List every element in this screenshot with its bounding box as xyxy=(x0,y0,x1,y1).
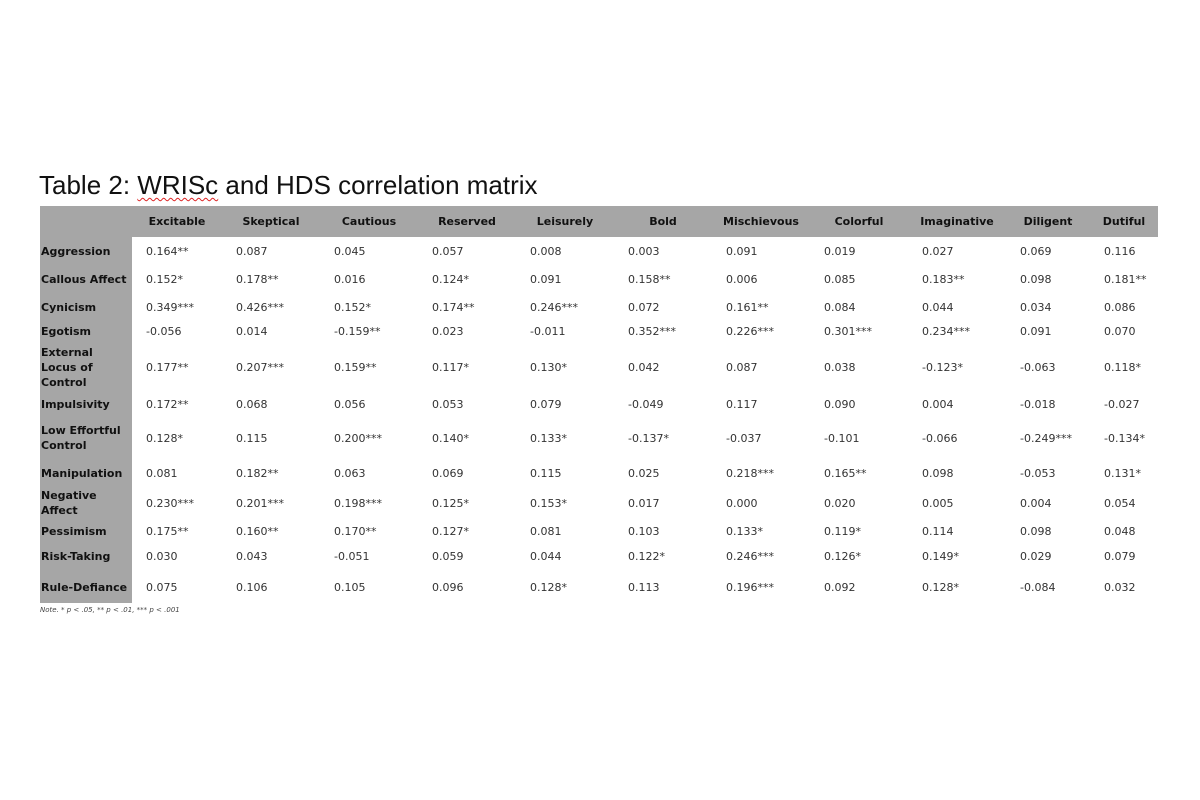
correlation-cell: 0.008 xyxy=(516,237,614,265)
correlation-cell: 0.079 xyxy=(1090,541,1158,571)
row-label: Callous Affect xyxy=(40,265,132,293)
correlation-cell: 0.091 xyxy=(516,265,614,293)
correlation-cell: 0.122* xyxy=(614,541,712,571)
correlation-cell: -0.037 xyxy=(712,415,810,461)
row-label: Impulsivity xyxy=(40,393,132,415)
correlation-cell: 0.086 xyxy=(1090,293,1158,321)
correlation-cell: 0.230*** xyxy=(132,485,222,521)
correlation-cell: 0.218*** xyxy=(712,461,810,485)
table-row xyxy=(40,265,1158,293)
correlation-cell: 0.004 xyxy=(1006,485,1090,521)
correlation-cell: 0.130* xyxy=(516,341,614,393)
table-row xyxy=(40,541,1158,571)
correlation-cell: 0.000 xyxy=(712,485,810,521)
correlation-cell: 0.087 xyxy=(222,237,320,265)
row-label: Low Effortful Control xyxy=(40,415,132,461)
row-label: Pessimism xyxy=(40,521,132,541)
correlation-cell: -0.137* xyxy=(614,415,712,461)
correlation-cell: 0.025 xyxy=(614,461,712,485)
correlation-cell: 0.113 xyxy=(614,571,712,603)
correlation-cell: 0.092 xyxy=(810,571,908,603)
table-row xyxy=(40,415,1158,461)
row-label: Risk-Taking xyxy=(40,541,132,571)
correlation-cell: 0.020 xyxy=(810,485,908,521)
correlation-cell: 0.158** xyxy=(614,265,712,293)
correlation-cell: 0.085 xyxy=(810,265,908,293)
table-row xyxy=(40,237,1158,265)
correlation-cell: -0.084 xyxy=(1006,571,1090,603)
correlation-cell: 0.119* xyxy=(810,521,908,541)
header-row xyxy=(40,206,1158,237)
correlation-cell: 0.115 xyxy=(516,461,614,485)
column-header: Bold xyxy=(614,206,712,237)
correlation-cell: 0.127* xyxy=(418,521,516,541)
table-row xyxy=(40,461,1158,485)
correlation-cell: 0.117* xyxy=(418,341,516,393)
correlation-cell: 0.057 xyxy=(418,237,516,265)
corner-cell xyxy=(40,206,132,237)
correlation-cell: 0.091 xyxy=(712,237,810,265)
correlation-cell: 0.234*** xyxy=(908,321,1006,341)
correlation-cell: 0.038 xyxy=(810,341,908,393)
correlation-cell: -0.159** xyxy=(320,321,418,341)
correlation-cell: 0.004 xyxy=(908,393,1006,415)
table-row xyxy=(40,341,1158,393)
correlation-cell: 0.161** xyxy=(712,293,810,321)
correlation-cell: 0.226*** xyxy=(712,321,810,341)
column-header: Skeptical xyxy=(222,206,320,237)
correlation-cell: 0.116 xyxy=(1090,237,1158,265)
correlation-cell: 0.090 xyxy=(810,393,908,415)
correlation-cell: -0.066 xyxy=(908,415,1006,461)
correlation-cell: 0.198*** xyxy=(320,485,418,521)
correlation-cell: 0.246*** xyxy=(516,293,614,321)
column-header: Excitable xyxy=(132,206,222,237)
correlation-cell: 0.196*** xyxy=(712,571,810,603)
correlation-cell: 0.352*** xyxy=(614,321,712,341)
correlation-cell: 0.043 xyxy=(222,541,320,571)
correlation-cell: 0.159** xyxy=(320,341,418,393)
correlation-cell: 0.005 xyxy=(908,485,1006,521)
correlation-cell: 0.128* xyxy=(132,415,222,461)
correlation-cell: 0.023 xyxy=(418,321,516,341)
column-header: Cautious xyxy=(320,206,418,237)
correlation-cell: 0.126* xyxy=(810,541,908,571)
title-suffix: and HDS correlation matrix xyxy=(218,170,538,200)
correlation-cell: 0.165** xyxy=(810,461,908,485)
correlation-cell: 0.042 xyxy=(614,341,712,393)
table-row xyxy=(40,293,1158,321)
correlation-cell: 0.098 xyxy=(908,461,1006,485)
correlation-cell: 0.019 xyxy=(810,237,908,265)
correlation-cell: 0.125* xyxy=(418,485,516,521)
correlation-cell: 0.207*** xyxy=(222,341,320,393)
table-row xyxy=(40,571,1158,603)
correlation-cell: 0.153* xyxy=(516,485,614,521)
correlation-matrix xyxy=(40,206,1158,603)
correlation-cell: 0.070 xyxy=(1090,321,1158,341)
spellcheck-flagged-word[interactable]: WRISc xyxy=(137,170,219,200)
column-header: Diligent xyxy=(1006,206,1090,237)
column-header: Mischievous xyxy=(712,206,810,237)
correlation-cell: 0.177** xyxy=(132,341,222,393)
correlation-cell: 0.115 xyxy=(222,415,320,461)
correlation-cell: 0.175** xyxy=(132,521,222,541)
correlation-cell: 0.069 xyxy=(1006,237,1090,265)
correlation-cell: -0.123* xyxy=(908,341,1006,393)
title-prefix: Table 2: xyxy=(39,170,138,200)
correlation-cell: 0.181** xyxy=(1090,265,1158,293)
correlation-cell: 0.091 xyxy=(1006,321,1090,341)
correlation-cell: 0.174** xyxy=(418,293,516,321)
correlation-cell: 0.032 xyxy=(1090,571,1158,603)
correlation-cell: 0.131* xyxy=(1090,461,1158,485)
correlation-cell: 0.124* xyxy=(418,265,516,293)
correlation-cell: 0.118* xyxy=(1090,341,1158,393)
correlation-cell: 0.133* xyxy=(516,415,614,461)
correlation-cell: 0.246*** xyxy=(712,541,810,571)
correlation-cell: 0.152* xyxy=(320,293,418,321)
correlation-cell: -0.011 xyxy=(516,321,614,341)
correlation-cell: 0.006 xyxy=(712,265,810,293)
row-label: External Locus of Control xyxy=(40,341,132,393)
correlation-cell: -0.134* xyxy=(1090,415,1158,461)
row-label: Negative Affect xyxy=(40,485,132,521)
correlation-cell: 0.017 xyxy=(614,485,712,521)
table-row xyxy=(40,485,1158,521)
correlation-cell: 0.164** xyxy=(132,237,222,265)
column-header: Colorful xyxy=(810,206,908,237)
correlation-cell: 0.098 xyxy=(1006,265,1090,293)
correlation-cell: 0.081 xyxy=(132,461,222,485)
correlation-cell: 0.128* xyxy=(516,571,614,603)
correlation-cell: 0.034 xyxy=(1006,293,1090,321)
correlation-cell: 0.069 xyxy=(418,461,516,485)
correlation-cell: 0.172** xyxy=(132,393,222,415)
table-title xyxy=(39,170,538,201)
table-note: Note. * p < .05, ** p < .01, *** p < .001 xyxy=(40,606,180,614)
correlation-cell: -0.053 xyxy=(1006,461,1090,485)
correlation-cell: 0.201*** xyxy=(222,485,320,521)
correlation-cell: 0.081 xyxy=(516,521,614,541)
correlation-cell: 0.133* xyxy=(712,521,810,541)
correlation-cell: 0.087 xyxy=(712,341,810,393)
table-row xyxy=(40,521,1158,541)
correlation-cell: 0.183** xyxy=(908,265,1006,293)
column-header: Reserved xyxy=(418,206,516,237)
correlation-cell: 0.426*** xyxy=(222,293,320,321)
correlation-cell: 0.045 xyxy=(320,237,418,265)
table-row xyxy=(40,321,1158,341)
correlation-cell: 0.072 xyxy=(614,293,712,321)
correlation-cell: 0.160** xyxy=(222,521,320,541)
correlation-cell: 0.128* xyxy=(908,571,1006,603)
row-label: Rule-Defiance xyxy=(40,571,132,603)
correlation-cell: 0.084 xyxy=(810,293,908,321)
correlation-cell: 0.170** xyxy=(320,521,418,541)
correlation-cell: 0.301*** xyxy=(810,321,908,341)
correlation-cell: 0.117 xyxy=(712,393,810,415)
correlation-cell: 0.048 xyxy=(1090,521,1158,541)
correlation-cell: -0.056 xyxy=(132,321,222,341)
correlation-cell: -0.063 xyxy=(1006,341,1090,393)
correlation-cell: -0.051 xyxy=(320,541,418,571)
correlation-cell: 0.053 xyxy=(418,393,516,415)
correlation-cell: -0.018 xyxy=(1006,393,1090,415)
correlation-cell: 0.044 xyxy=(516,541,614,571)
correlation-cell: 0.096 xyxy=(418,571,516,603)
correlation-cell: 0.182** xyxy=(222,461,320,485)
correlation-cell: 0.003 xyxy=(614,237,712,265)
correlation-cell: 0.152* xyxy=(132,265,222,293)
correlation-cell: 0.149* xyxy=(908,541,1006,571)
correlation-cell: 0.029 xyxy=(1006,541,1090,571)
correlation-cell: 0.014 xyxy=(222,321,320,341)
correlation-cell: -0.249*** xyxy=(1006,415,1090,461)
correlation-cell: 0.030 xyxy=(132,541,222,571)
row-label: Egotism xyxy=(40,321,132,341)
row-label: Aggression xyxy=(40,237,132,265)
correlation-cell: 0.056 xyxy=(320,393,418,415)
column-header: Dutiful xyxy=(1090,206,1158,237)
correlation-cell: -0.049 xyxy=(614,393,712,415)
correlation-cell: 0.044 xyxy=(908,293,1006,321)
correlation-cell: 0.200*** xyxy=(320,415,418,461)
correlation-cell: -0.101 xyxy=(810,415,908,461)
correlation-cell: 0.079 xyxy=(516,393,614,415)
correlation-cell: 0.114 xyxy=(908,521,1006,541)
row-label: Manipulation xyxy=(40,461,132,485)
column-header: Leisurely xyxy=(516,206,614,237)
correlation-cell: 0.349*** xyxy=(132,293,222,321)
correlation-cell: 0.178** xyxy=(222,265,320,293)
row-label: Cynicism xyxy=(40,293,132,321)
correlation-cell: 0.059 xyxy=(418,541,516,571)
correlation-cell: 0.105 xyxy=(320,571,418,603)
correlation-cell: 0.103 xyxy=(614,521,712,541)
matrix-body xyxy=(40,237,1158,603)
correlation-cell: 0.063 xyxy=(320,461,418,485)
correlation-cell: 0.027 xyxy=(908,237,1006,265)
table-row xyxy=(40,393,1158,415)
column-header: Imaginative xyxy=(908,206,1006,237)
correlation-cell: 0.016 xyxy=(320,265,418,293)
correlation-cell: 0.075 xyxy=(132,571,222,603)
correlation-cell: 0.140* xyxy=(418,415,516,461)
correlation-cell: -0.027 xyxy=(1090,393,1158,415)
correlation-cell: 0.106 xyxy=(222,571,320,603)
correlation-cell: 0.054 xyxy=(1090,485,1158,521)
correlation-cell: 0.068 xyxy=(222,393,320,415)
correlation-cell: 0.098 xyxy=(1006,521,1090,541)
